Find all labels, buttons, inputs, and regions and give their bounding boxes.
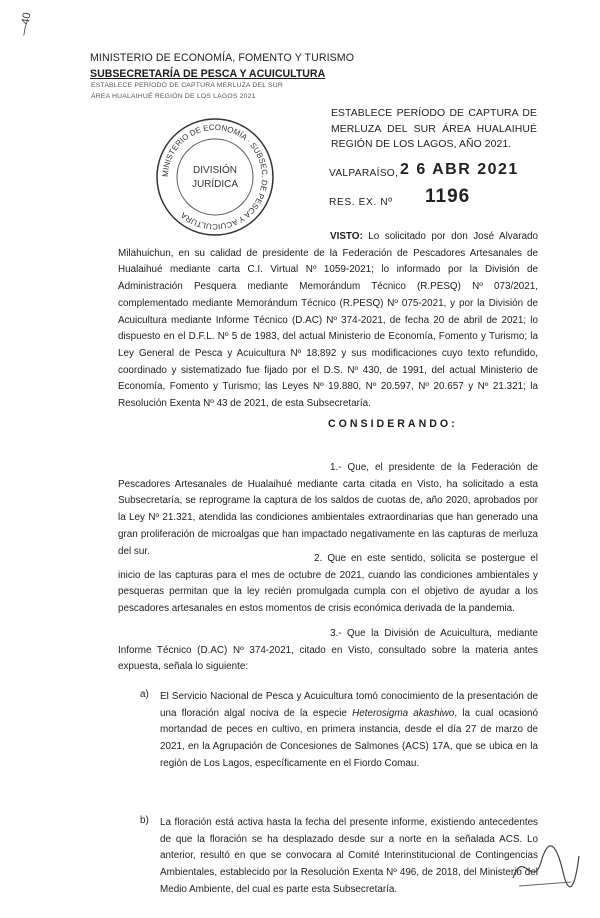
seal-center-line-2: JURÍDICA	[191, 179, 239, 190]
considerando-1-text: 1.- Que, el presidente de la Federación de Pescadores Artesanales de Hualaihué mediante carta citada en Visto, ha solicitado a esta Subsecretaría, se reprograme la captura de los saldos de cuotas de, año 2020, aprobados por la Ley Nº 21.321, atendida las condiciones ambientales extraordinarias que han generado una gran proliferación de microalgas que han impactado negativamente en las capturas de merluza del sur.	[118, 462, 538, 557]
resolution-number: 1196	[425, 186, 471, 207]
seal-ring-text: MINISTERIO DE ECONOMÍA · SUBSEC. DE PESCA Y ACUICULTURA	[160, 122, 270, 232]
considerando-heading: CONSIDERANDO:	[328, 418, 458, 430]
corner-handwritten-mark: —40	[17, 11, 34, 37]
visto-label: VISTO:	[330, 231, 363, 242]
reference-line-1: ESTABLECE PERÍODO DE CAPTURA MERLUZA DEL SUR	[91, 82, 283, 89]
item-a-letter: a)	[140, 689, 149, 700]
visto-text: Lo solicitado por don José Alvarado Milahuichun, en su calidad de presidente de la Federación de Pescadores Artesanales de Hualaihué mediante carta C.I. Virtual Nº 1059-2021; lo informado por la División de Administración Pesquera mediante Memorándum Técnico (R.PESQ) Nº 073/2021, complementado mediante Memorándum Técnico (R.PESQ) Nº 075-2021, y por la División de Acuicultura mediante Informe Técnico (D.AC) Nº 374-2021, de fecha 20 de abril de 2021; lo dispuesto en el D.F.L. Nº 5 de 1983, del actual Ministerio de Economía, Fomento y Turismo; la Ley General de Pesca y Acuicultura Nº 18.892 y sus modificaciones cuyo texto refundido, coordinado y sistematizado fue fijado por el D.S. Nº 430, de 1991, del actual Ministerio de Economía, Fomento y Turismo; las Leyes Nº 19.880, Nº 20.597, Nº 20.657 y Nº 21.321; la Resolución Exenta Nº 43 de 2021, de esta Subsecretaría.	[118, 231, 538, 410]
considerando-3-text: 3.- Que la División de Acuicultura, mediante Informe Técnico (D.AC) Nº 374-2021, citado en Visto, consultado sobre la materia antes expuesta, señala lo siguiente:	[118, 628, 538, 673]
item-a-text	[160, 689, 538, 773]
resolution-subject: ESTABLECE PERÍODO DE CAPTURA DE MERLUZA DEL SUR ÁREA HUALAIHUÉ REGIÓN DE LOS LAGOS, AÑO 2021.	[331, 108, 537, 150]
date-stamp: 2 6 ABR 2021	[400, 161, 519, 178]
handwritten-signature	[505, 838, 585, 898]
subsecretaria-heading: SUBSECRETARÍA DE PESCA Y ACUICULTURA	[90, 68, 326, 80]
considerando-3	[118, 626, 538, 676]
considerando-2	[118, 551, 538, 618]
division-juridica-seal	[153, 115, 277, 239]
considerando-2-text: 2. Que en este sentido, solicita se postergue el inicio de las capturas para el mes de octubre de 2021, cuando las condiciones ambientales y pesqueras permitan que la ley recién promulgada cumpla con el objetivo de ayudar a los pescadores artesanales en estos momentos de crisis económica derivada de la pandemia.	[118, 553, 538, 615]
species-name: Heterosigma akashiwo	[352, 707, 455, 719]
seal-center-line-1: DIVISIÓN	[193, 165, 237, 176]
place-label: VALPARAÍSO,	[329, 168, 399, 179]
visto-paragraph	[118, 229, 538, 413]
item-b-letter: b)	[140, 815, 149, 826]
ministry-heading: MINISTERIO DE ECONOMÍA, FOMENTO Y TURISMO	[90, 52, 355, 64]
item-b-text: La floración está activa hasta la fecha del presente informe, existiendo antecedentes de que la floración se ha desplazado desde sur a norte en la señalada ACS. Lo anterior, resultó en que se convocara al Comité Interinstitucional de Contingencias Ambientales, establecido por la Resolución Exenta Nº 496, de 2018, del Ministerio del Medio Ambiente, del cual es parte esta Subsecretaría.	[160, 817, 538, 895]
item-a-text-before: El Servicio Nacional de Pesca y Acuicultura tomó conocimiento de la presentación de una floración algal nociva de la especie	[160, 691, 538, 719]
item-a-text-after: , la cual ocasionó mortandad de peces en cultivo, en primera instancia, desde el día 27 de marzo de 2021, en la Agrupación de Concesiones de Salmones (ACS) 17A, que se ubica en la región de Los Lagos, específicamente en el Fiordo Comau.	[160, 707, 538, 769]
considerando-1	[118, 460, 538, 560]
reference-line-2: ÁREA HUALAIHUÉ REGIÓN DE LOS LAGOS 2021	[91, 93, 256, 100]
resolution-label: RES. EX. Nº	[329, 197, 393, 208]
